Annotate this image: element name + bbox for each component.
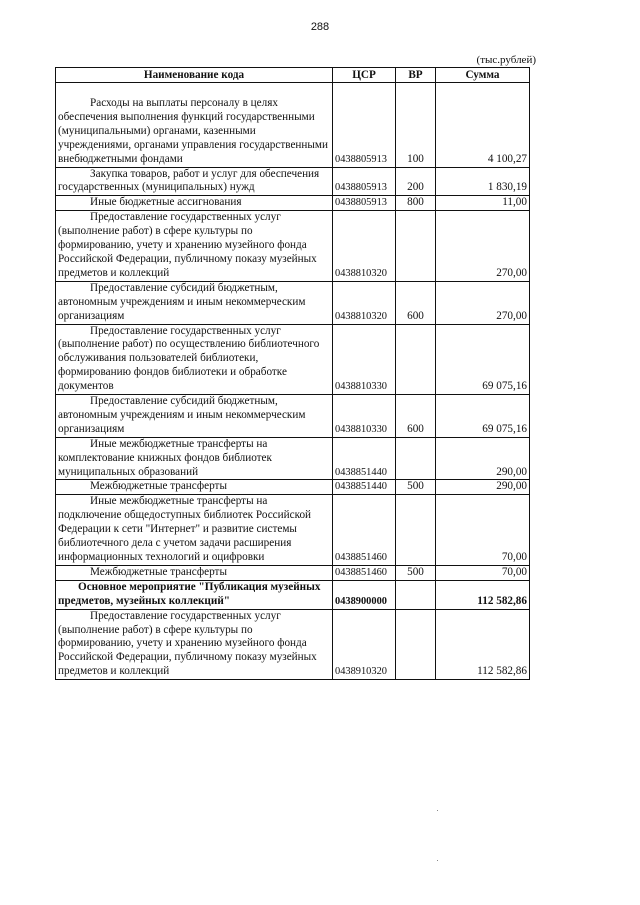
- row-name: Предоставление государственных услуг (выполнение работ) по осуществлению библиотечного обслуживания пользователей библиотеки, формированию фондов библиотеки и обработке документов: [58, 324, 320, 393]
- row-name: Предоставление субсидий бюджетным, автономным учреждениям и иным некоммерческим организациям: [58, 395, 306, 435]
- row-vr: [396, 495, 436, 566]
- units-note: (тыс.рублей): [476, 54, 536, 66]
- table-row: [56, 167, 530, 196]
- row-csr: 0438851440: [333, 437, 396, 480]
- row-vr: 500: [396, 565, 436, 580]
- table-row: [56, 480, 530, 495]
- row-vr: [396, 211, 436, 282]
- row-csr: 0438910320: [333, 609, 396, 680]
- row-csr: 0438810320: [333, 281, 396, 324]
- row-vr: 800: [396, 196, 436, 211]
- table-row: [56, 281, 530, 324]
- row-name: Иные межбюджетные трансферты на комплектование книжных фондов библиотек муниципальных образований: [58, 437, 272, 478]
- row-sum: 112 582,86: [436, 609, 530, 680]
- row-name: Иные бюджетные ассигнования: [90, 196, 242, 209]
- row-csr: 0438805913: [333, 97, 396, 167]
- row-csr: 0438805913: [333, 167, 396, 196]
- row-name: Расходы на выплаты персоналу в целях обеспечения выполнения функций государственными (муниципальными) органами, казенными учреждениями, органами управления государственными внебюджетными фондами: [58, 97, 328, 165]
- page-number: 288: [310, 21, 330, 33]
- row-sum: 11,00: [436, 196, 530, 211]
- row-name: Основное мероприятие "Публикация музейных предметов, музейных коллекций": [58, 580, 321, 607]
- row-sum: 270,00: [436, 281, 530, 324]
- table-row: [56, 437, 530, 480]
- row-sum: 290,00: [436, 437, 530, 480]
- row-sum: 290,00: [436, 480, 530, 495]
- row-name: Предоставление государственных услуг (выполнение работ) в сфере культуры по формированию, учету и хранению музейного фонда Российской Федерации, публичному показу музейных предметов и коллекций: [58, 609, 317, 678]
- row-sum: 1 830,19: [436, 167, 530, 196]
- row-sum: 112 582,86: [436, 580, 530, 609]
- row-sum: 69 075,16: [436, 324, 530, 395]
- table-row: [56, 495, 530, 566]
- scan-speck: [437, 810, 438, 811]
- budget-table: [55, 67, 530, 680]
- row-csr: 0438851440: [333, 480, 396, 495]
- row-vr: [396, 580, 436, 609]
- row-csr: 0438851460: [333, 495, 396, 566]
- scan-speck: [437, 860, 438, 861]
- row-csr: 0438810330: [333, 324, 396, 395]
- row-sum: 270,00: [436, 211, 530, 282]
- table-row: [56, 395, 530, 438]
- row-name: Предоставление государственных услуг (выполнение работ) в сфере культуры по формированию, учету и хранению музейного фонда Российской Федерации, публичному показу музейных предметов и коллекций: [58, 211, 317, 279]
- header-vr: ВР: [396, 68, 436, 83]
- row-sum: 69 075,16: [436, 395, 530, 438]
- row-name: Закупка товаров, работ и услуг для обеспечения государственных (муниципальных) нужд: [58, 167, 320, 194]
- table-row: [56, 97, 530, 167]
- row-vr: [396, 609, 436, 680]
- row-sum: 70,00: [436, 495, 530, 566]
- row-vr: [396, 437, 436, 480]
- header-sum: Сумма: [436, 68, 530, 83]
- table-row: [56, 196, 530, 211]
- table-row: [56, 324, 530, 395]
- row-sum: 4 100,27: [436, 97, 530, 167]
- table-header-row: [56, 68, 530, 83]
- row-name: Предоставление субсидий бюджетным, автономным учреждениям и иным некоммерческим организациям: [58, 281, 306, 322]
- table-row: [56, 565, 530, 580]
- row-vr: [396, 324, 436, 395]
- row-name: Иные межбюджетные трансферты на подключение общедоступных библиотек Российской Федерации к сети "Интернет" и развитие системы библиотечного дела с учетом задачи расширения информационных технологий и оцифровки: [58, 495, 312, 563]
- row-vr: 500: [396, 480, 436, 495]
- row-sum: 70,00: [436, 565, 530, 580]
- row-csr: 0438810320: [333, 211, 396, 282]
- header-name: Наименование кода: [56, 68, 333, 83]
- spacer-row: [56, 83, 530, 98]
- row-csr: 0438900000: [333, 580, 396, 609]
- header-csr: ЦСР: [333, 68, 396, 83]
- row-vr: 600: [396, 395, 436, 438]
- row-vr: 100: [396, 97, 436, 167]
- table-row: [56, 609, 530, 680]
- table-row-main-event: [56, 580, 530, 609]
- row-vr: 200: [396, 167, 436, 196]
- row-csr: 0438805913: [333, 196, 396, 211]
- table-row: [56, 211, 530, 282]
- row-csr: 0438810330: [333, 395, 396, 438]
- row-name: Межбюджетные трансферты: [90, 480, 227, 493]
- row-csr: 0438851460: [333, 565, 396, 580]
- row-vr: 600: [396, 281, 436, 324]
- row-name: Межбюджетные трансферты: [90, 565, 227, 578]
